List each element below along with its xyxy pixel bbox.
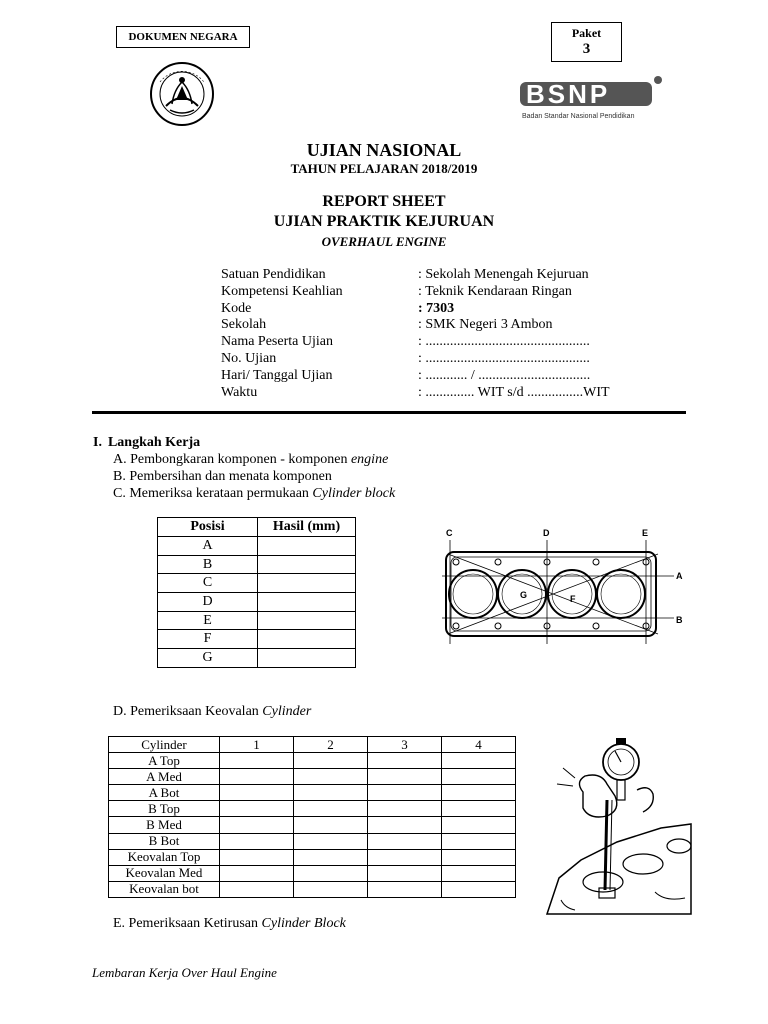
- svg-text:A: A: [676, 571, 683, 581]
- measurement-cell[interactable]: [294, 753, 368, 769]
- info-value: : ............ / ................................: [418, 367, 591, 383]
- table-row: [158, 555, 356, 574]
- column-header: Hasil (mm): [258, 518, 356, 537]
- measurement-cell[interactable]: [294, 833, 368, 849]
- measurement-cell[interactable]: [442, 785, 516, 801]
- measurement-cell[interactable]: [220, 817, 294, 833]
- measurement-cell[interactable]: [294, 785, 368, 801]
- result-input-cell[interactable]: [258, 630, 356, 649]
- bsnp-logo: [518, 72, 664, 122]
- tut-wuri-handayani-logo: [146, 60, 218, 128]
- position-cell: C: [158, 574, 258, 593]
- svg-text:B: B: [676, 615, 683, 625]
- svg-text:G: G: [520, 590, 528, 600]
- measurement-cell[interactable]: [220, 849, 294, 865]
- measurement-cell[interactable]: [442, 849, 516, 865]
- measurement-cell[interactable]: [294, 801, 368, 817]
- paket-number: 3: [582, 41, 591, 57]
- cylinder-bore-gauge-illustration: [545, 732, 693, 916]
- info-row: [221, 368, 610, 385]
- ovality-table: [108, 736, 516, 898]
- measurement-cell[interactable]: [368, 817, 442, 833]
- cylinder-block-gasket-diagram: [438, 526, 690, 648]
- table-row: [109, 769, 516, 785]
- paket-label: Paket: [571, 26, 602, 40]
- exam-title: UJIAN NASIONAL: [306, 140, 462, 160]
- measurement-cell[interactable]: [368, 849, 442, 865]
- candidate-info: [221, 267, 610, 401]
- column-header: 3: [368, 737, 442, 753]
- info-value: : 7303: [418, 300, 455, 316]
- table-row: [109, 801, 516, 817]
- row-label: B Med: [109, 817, 220, 833]
- info-value: : SMK Negeri 3 Ambon: [418, 317, 553, 333]
- column-header: Cylinder: [109, 737, 220, 753]
- measurement-cell[interactable]: [368, 753, 442, 769]
- table-row: [158, 574, 356, 593]
- measurement-cell[interactable]: [368, 881, 442, 897]
- measurement-cell[interactable]: [368, 769, 442, 785]
- measurement-cell[interactable]: [442, 833, 516, 849]
- measurement-cell[interactable]: [442, 881, 516, 897]
- paket-box: [551, 22, 622, 62]
- info-value: : ...............................................: [418, 350, 590, 366]
- table-row: [158, 537, 356, 556]
- flatness-table: [157, 517, 356, 668]
- measurement-cell[interactable]: [220, 865, 294, 881]
- result-input-cell[interactable]: [258, 593, 356, 612]
- table-row: [109, 785, 516, 801]
- info-label: Sekolah: [221, 317, 267, 333]
- measurement-cell[interactable]: [368, 865, 442, 881]
- column-header: 1: [220, 737, 294, 753]
- report-sheet-title: REPORT SHEET: [322, 193, 446, 210]
- info-label: Hari/ Tanggal Ujian: [221, 367, 333, 383]
- position-cell: B: [158, 555, 258, 574]
- measurement-cell[interactable]: [220, 801, 294, 817]
- table-row: [109, 849, 516, 865]
- step-a: A. Pembongkaran komponen - komponen engine: [113, 452, 389, 467]
- info-label: Satuan Pendidikan: [221, 267, 326, 282]
- info-label: Nama Peserta Ujian: [221, 334, 333, 350]
- column-header: 4: [442, 737, 516, 753]
- position-cell: D: [158, 593, 258, 612]
- svg-text:Badan Standar Nasional Pendidi: Badan Standar Nasional Pendidikan: [522, 113, 635, 120]
- measurement-cell[interactable]: [368, 801, 442, 817]
- svg-text:BSNP: BSNP: [526, 79, 611, 109]
- info-row: [221, 301, 610, 318]
- measurement-cell[interactable]: [220, 769, 294, 785]
- measurement-cell[interactable]: [294, 865, 368, 881]
- table-row: [158, 611, 356, 630]
- subject-title: OVERHAUL ENGINE: [321, 234, 447, 249]
- step-c: C. Memeriksa kerataan permukaan Cylinder block: [113, 486, 396, 501]
- measurement-cell[interactable]: [442, 753, 516, 769]
- table-row: [109, 881, 516, 897]
- step-d: D. Pemeriksaan Keovalan Cylinder: [113, 704, 312, 719]
- result-input-cell[interactable]: [258, 574, 356, 593]
- table-row: [109, 817, 516, 833]
- table-row: [158, 630, 356, 649]
- measurement-cell[interactable]: [442, 801, 516, 817]
- measurement-cell[interactable]: [442, 769, 516, 785]
- info-row: [221, 317, 610, 334]
- info-row: [221, 284, 610, 301]
- document-classification-label: DOKUMEN NEGARA: [116, 26, 250, 48]
- row-label: A Med: [109, 769, 220, 785]
- measurement-cell[interactable]: [368, 833, 442, 849]
- info-label: Kompetensi Keahlian: [221, 283, 343, 299]
- info-label: No. Ujian: [221, 350, 277, 366]
- measurement-cell[interactable]: [294, 769, 368, 785]
- row-label: B Top: [109, 801, 220, 817]
- measurement-cell[interactable]: [220, 785, 294, 801]
- result-input-cell[interactable]: [258, 555, 356, 574]
- measurement-cell[interactable]: [294, 881, 368, 897]
- academic-year: TAHUN PELAJARAN 2018/2019: [290, 161, 478, 176]
- result-input-cell[interactable]: [258, 649, 356, 668]
- table-row: [109, 833, 516, 849]
- table-row: [109, 865, 516, 881]
- svg-text:F: F: [570, 594, 576, 604]
- row-label: A Bot: [109, 785, 220, 801]
- position-cell: A: [158, 537, 258, 556]
- info-row: [221, 267, 610, 284]
- info-label: Kode: [221, 300, 252, 316]
- exam-subtitle: UJIAN PRAKTIK KEJURUAN: [273, 213, 495, 230]
- info-label: Waktu: [221, 384, 258, 400]
- info-row: [221, 351, 610, 368]
- measurement-cell[interactable]: [368, 785, 442, 801]
- column-header: Posisi: [158, 518, 258, 537]
- result-input-cell[interactable]: [258, 611, 356, 630]
- info-value: : ...............................................: [418, 334, 590, 350]
- row-label: Keovalan Med: [109, 865, 220, 881]
- row-label: A Top: [109, 753, 220, 769]
- table-row: [109, 753, 516, 769]
- position-cell: G: [158, 649, 258, 668]
- measurement-cell[interactable]: [294, 817, 368, 833]
- row-label: Keovalan Top: [109, 849, 220, 865]
- measurement-cell[interactable]: [294, 849, 368, 865]
- table-row: [158, 649, 356, 668]
- measurement-cell[interactable]: [220, 833, 294, 849]
- table-header-row: [158, 518, 356, 537]
- measurement-cell[interactable]: [220, 881, 294, 897]
- measurement-cell[interactable]: [220, 753, 294, 769]
- measurement-cell[interactable]: [442, 817, 516, 833]
- steps-heading: I. Langkah Kerja: [93, 435, 201, 450]
- column-header: 2: [294, 737, 368, 753]
- info-value: : .............. WIT s/d ................WIT: [418, 384, 610, 400]
- svg-text:E: E: [642, 528, 649, 538]
- svg-text:C: C: [446, 528, 453, 538]
- position-cell: F: [158, 630, 258, 649]
- position-cell: E: [158, 611, 258, 630]
- info-value: : Sekolah Menengah Kejuruan: [418, 267, 589, 282]
- step-b: B. Pembersihan dan menata komponen: [113, 469, 332, 484]
- info-row: [221, 385, 610, 402]
- page-footer: Lembaran Kerja Over Haul Engine: [92, 965, 277, 980]
- info-value: : Teknik Kendaraan Ringan: [418, 283, 572, 299]
- measurement-cell[interactable]: [442, 865, 516, 881]
- result-input-cell[interactable]: [258, 537, 356, 556]
- row-label: B Bot: [109, 833, 220, 849]
- table-row: [158, 593, 356, 612]
- row-label: Keovalan bot: [109, 881, 220, 897]
- step-e: E. Pemeriksaan Ketirusan Cylinder Block: [113, 916, 346, 931]
- section-divider: [92, 411, 686, 414]
- svg-text:D: D: [543, 528, 550, 538]
- table-header-row: [109, 737, 516, 753]
- info-row: [221, 334, 610, 351]
